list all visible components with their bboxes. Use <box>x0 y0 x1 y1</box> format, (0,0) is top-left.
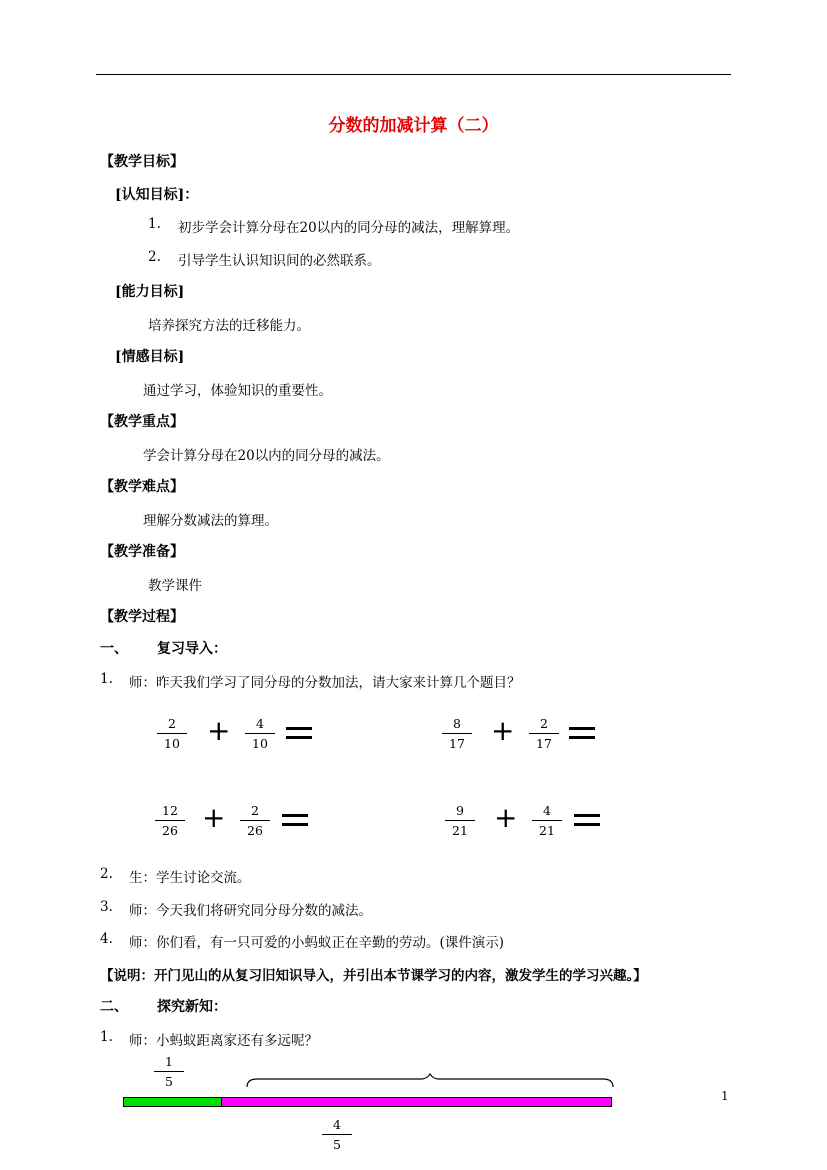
denominator: 5 <box>165 1074 173 1089</box>
equals-sign <box>282 814 308 832</box>
difficulty-heading: 【教学难点】 <box>100 479 184 495</box>
step-text: 师：小蚂蚁距离家还有多远呢？ <box>129 1033 318 1049</box>
fraction-bar <box>532 820 562 821</box>
cognitive-heading: [认知目标]： <box>115 187 199 203</box>
denominator: 5 <box>333 1137 341 1152</box>
fraction <box>155 802 185 839</box>
key-point-heading: 【教学重点】 <box>100 414 184 430</box>
preparation-text: 教学课件 <box>148 578 202 594</box>
step-number: 3. <box>100 899 113 915</box>
cognitive-item-text: 初步学会计算分母在20以内的同分母的减法，理解算理。 <box>178 220 520 236</box>
numerator: 4 <box>256 716 264 731</box>
fraction-bar <box>445 820 475 821</box>
fraction-one-fifth <box>154 1053 184 1090</box>
numerator: 8 <box>453 716 461 731</box>
numerator: 4 <box>333 1117 341 1132</box>
cognitive-item-num: 1. <box>148 216 161 232</box>
key-point-text: 学会计算分母在20以内的同分母的减法。 <box>143 448 390 464</box>
numerator: 1 <box>165 1054 173 1069</box>
ability-text: 培养探究方法的迁移能力。 <box>148 318 310 334</box>
fraction-bar <box>154 1071 184 1072</box>
step-text: 师：昨天我们学习了同分母的分数加法，请大家来计算几个题目？ <box>129 675 521 691</box>
fraction-bar <box>240 820 270 821</box>
step-text: 师：今天我们将研究同分母分数的减法。 <box>129 903 372 919</box>
header-rule <box>96 74 731 75</box>
equals-sign <box>569 727 595 745</box>
numerator: 2 <box>540 716 548 731</box>
step-text: 师：你们看，有一只可爱的小蚂蚁正在辛勤的劳动。(课件演示) <box>129 935 505 951</box>
numerator: 2 <box>168 716 176 731</box>
denominator: 17 <box>449 736 465 751</box>
part2-number: 二、 <box>100 999 128 1015</box>
part1-number: 一、 <box>100 641 128 657</box>
fraction <box>442 715 472 752</box>
fraction <box>532 802 562 839</box>
plus-sign: + <box>207 714 231 747</box>
fraction-bar <box>442 733 472 734</box>
denominator: 10 <box>164 736 180 751</box>
step-number: 2. <box>100 866 113 882</box>
numerator: 2 <box>251 803 259 818</box>
numerator: 9 <box>456 803 464 818</box>
equals-sign <box>574 814 600 832</box>
fraction-four-fifths <box>322 1116 352 1153</box>
denominator: 17 <box>536 736 552 751</box>
denominator: 21 <box>539 823 555 838</box>
part1-heading: 复习导入： <box>157 641 227 657</box>
brace-icon <box>245 1073 615 1089</box>
distance-bar <box>123 1097 612 1107</box>
plus-sign: + <box>494 801 518 834</box>
step-number: 1. <box>100 671 113 687</box>
step-number: 4. <box>100 931 113 947</box>
fraction <box>240 802 270 839</box>
fraction-bar <box>155 820 185 821</box>
plus-sign: + <box>202 801 226 834</box>
fraction <box>245 715 275 752</box>
step-text: 生：学生讨论交流。 <box>129 870 251 886</box>
fraction <box>445 802 475 839</box>
fraction-bar <box>245 733 275 734</box>
document-title: 分数的加减计算（二） <box>328 116 499 136</box>
denominator: 26 <box>162 823 178 838</box>
difficulty-text: 理解分数减法的算理。 <box>143 513 278 529</box>
walked-segment <box>124 1098 222 1106</box>
denominator: 21 <box>452 823 468 838</box>
preparation-heading: 【教学准备】 <box>100 544 184 560</box>
denominator: 26 <box>247 823 263 838</box>
fraction <box>529 715 559 752</box>
numerator: 4 <box>543 803 551 818</box>
emotion-heading: [情感目标] <box>115 349 185 365</box>
fraction-bar <box>322 1134 352 1135</box>
remaining-segment <box>222 1098 611 1106</box>
fraction-bar <box>529 733 559 734</box>
emotion-text: 通过学习，体验知识的重要性。 <box>143 383 332 399</box>
equals-sign <box>286 727 312 745</box>
explanation-note: 【说明：开门见山的从复习旧知识导入，并引出本节课学习的内容，激发学生的学习兴趣。】 <box>100 968 647 984</box>
cognitive-item-text: 引导学生认识知识间的必然联系。 <box>178 253 381 269</box>
cognitive-item-num: 2. <box>148 249 161 265</box>
page-number: 1 <box>721 1089 729 1103</box>
denominator: 10 <box>252 736 268 751</box>
fraction-bar <box>157 733 187 734</box>
fraction <box>157 715 187 752</box>
part2-heading: 探究新知： <box>157 999 227 1015</box>
numerator: 12 <box>162 803 178 818</box>
step-number: 1. <box>100 1029 113 1045</box>
goals-heading: 【教学目标】 <box>100 154 184 170</box>
ability-heading: [能力目标] <box>115 284 185 300</box>
process-heading: 【教学过程】 <box>100 609 184 625</box>
plus-sign: + <box>491 714 515 747</box>
